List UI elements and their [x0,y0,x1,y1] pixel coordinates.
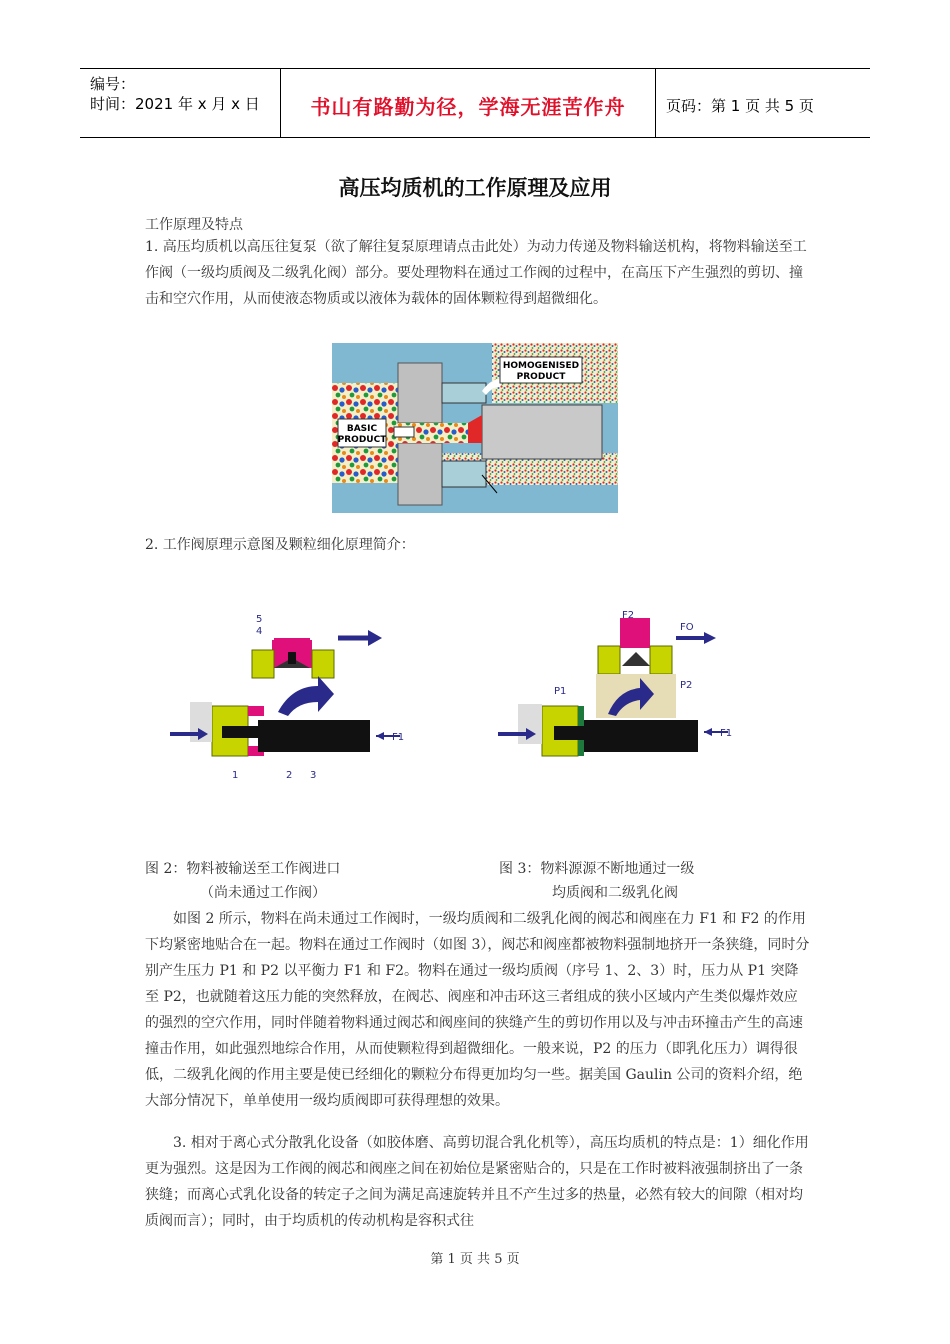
number-label: 编号： [90,75,136,93]
fig3-label-f1: F1 [720,728,733,739]
figure2-caption-line1: 图 2：物料被输送至工作阀进口 [145,861,341,877]
fig2-label-2: 2 [286,770,293,781]
valve-diagram-fig3 [498,610,738,770]
homogenised-product-label: HOMOGENISED [502,361,580,371]
basic-product-label-2: PRODUCT [337,435,387,445]
header-meta-cell [80,69,281,137]
fig3-label-f2: F2 [622,610,635,621]
basic-product-label: BASIC [346,424,378,434]
motto: 书山有路勤为径，学海无涯苦作舟 [310,95,626,119]
paragraph-1: 1. 高压均质机以高压往复泵（欲了解往复泵原理请点击此处）为动力传递及物料输送机构，将物料输送至工作阀（一级均质阀及二级乳化阀）部分。要处理物料在通过工作阀的过程中，在高压下产生强烈的剪切、撞击和空穴作用，从而使液态物质或以液体为载体的固体颗粒得到超微细化。 [145,239,807,307]
page-header [80,68,870,138]
fig2-label-1: 1 [232,770,239,781]
fig3-label-p1: P1 [554,686,567,697]
section-heading: 工作原理及特点 [145,217,243,233]
page-title: 高压均质机的工作原理及应用 [338,176,612,200]
figure3-caption-line1: 图 3：物料源源不断地通过一级 [499,861,695,877]
fig2-label-f1: F1 [392,732,405,743]
fig3-label-p2: P2 [680,680,693,691]
figure2-caption-line2: （尚未通过工作阀） [200,885,326,901]
homogenizer-valve-figure [332,343,618,513]
fig2-label-5: 5 [256,614,263,625]
fig2-label-4: 4 [256,626,263,637]
header-motto-cell [281,69,656,137]
section-2-heading: 2. 工作阀原理示意图及颗粒细化原理简介： [145,537,415,553]
paragraph-2: 如图 2 所示，物料在尚未通过工作阀时，一级均质阀和二级乳化阀的阀芯和阀座在力 F1 和 F2 的作用下均紧密地贴合在一起。物料在通过工作阀时（如图 3），阀芯和阀座都被物料强制地挤开一条狭缝，同时分别产生压力 P1 和 P2 以平衡力 F1 和 F2。物料在通过一级均质阀（序号 1、2、3）时，压力从 P1 突降至 P2，也就随着这压力能的突然释放，在阀芯、阀座和冲击环这三者组成的狭小区域内产生类似爆炸效应的强烈的空穴作用，同时伴随着物料通过阀芯和阀座间的狭缝产生的剪切作用以及与冲击环撞击产生的高速撞击作用，如此强烈地综合作用，从而使颗粒得到超微细化。一般来说，P2 的压力（即乳化压力）调得很低，二级乳化阀的作用主要是使已经细化的颗粒分布得更加均匀一些。据美国 Gaulin 公司的资料介绍，绝大部分情况下，单单使用一级均质阀即可获得理想的效果。 [145,911,810,1109]
page-footer: 第 1 页 共 5 页 [430,1252,520,1267]
page-label: 页码：第 1 页 共 5 页 [666,97,814,115]
fig3-label-fo: FO [680,622,694,633]
figure3-caption-line2: 均质阀和二级乳化阀 [552,885,678,901]
paragraph-3: 3. 相对于离心式分散乳化设备（如胶体磨、高剪切混合乳化机等），高压均质机的特点是：1）细化作用更为强烈。这是因为工作阀的阀芯和阀座之间在初始位是紧密贴合的，只是在工作时被料液强制挤出了一条狭缝；而离心式乳化设备的转定子之间为满足高速旋转并且不产生过多的热量，必然有较大的间隙（相对均质阀而言）；同时，由于均质机的传动机构是容积式往 [145,1135,809,1229]
valve-diagram-fig2 [170,600,410,800]
homogenised-product-label-2: PRODUCT [516,372,566,382]
fig2-label-3: 3 [310,770,317,781]
header-page-cell [656,69,870,137]
date-label: 时间：2021 年 x 月 x 日 [90,95,260,113]
